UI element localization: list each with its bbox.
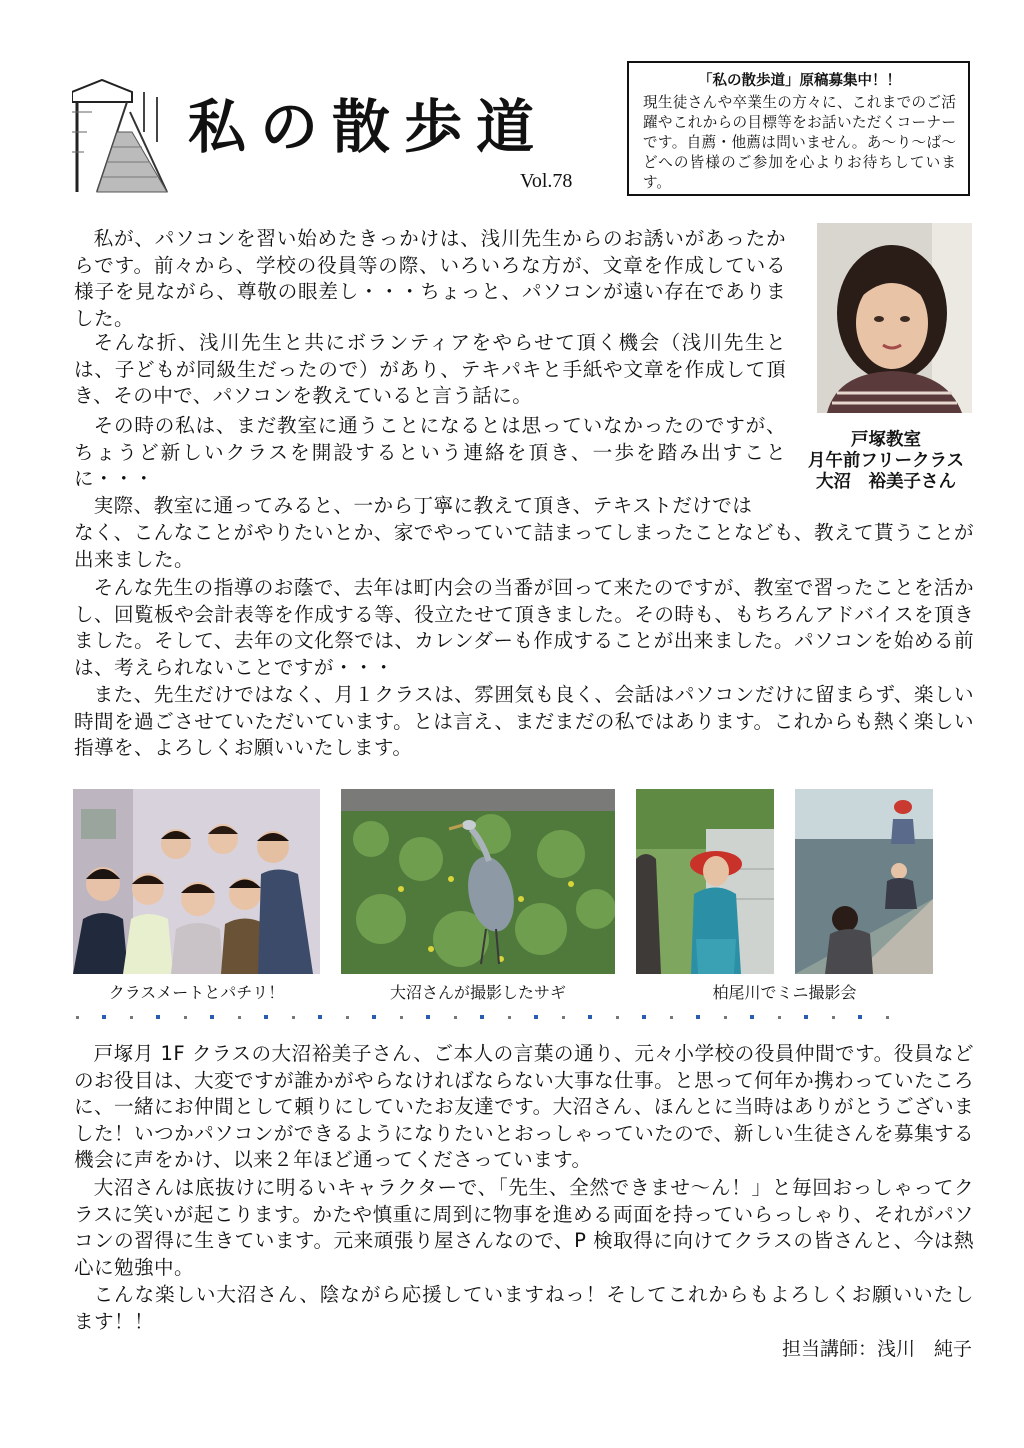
teacher-paragraph-1: 戸塚月 1F クラスの大沼裕美子さん、ご本人の言葉の通り、元々小学校の役員仲間です。役員などのお役目は、大変ですが誰かがやらなければならない大事な仕事。と思って何年か携わっていたころに、一緒にお仲間として頼りにしていたお友達です。大沼さん、ほんとに当時はありがとうございました！いつかパソコンができるようになりたいとおっしゃっていたので、新しい生徒さんを募集する機会に声をかけ、以来２年ほど通ってくださっています。: [74, 1042, 974, 1172]
profile-school: 戸塚教室: [851, 430, 921, 450]
bridge-illustration: [72, 72, 172, 197]
photo-caption-3: 柏尾川でミニ撮影会: [712, 983, 857, 1002]
riverside-photo-left: [636, 789, 774, 974]
volume-number: Vol.78: [520, 170, 573, 192]
essay-paragraph-6: また、先生だけではなく、月１クラスは、雰囲気も良く、会話はパソコンだけに留まらず、楽しい時間を過ごさせていただいています。とは言え、まだまだの私ではあります。これからも熱く楽しい指導を、よろしくお願いいたします。: [74, 683, 974, 760]
riverside-photo-right: [795, 789, 933, 974]
profile-caption: [786, 430, 986, 493]
notice-body: 現生徒さんや卒業生の方々に、これまでのご活躍やこれからの目標等をお話いただくコーナーです。自薦・他薦は問いません。あ～り～ば～どへの皆様のご参加を心よりお待ちしています。: [643, 94, 956, 191]
dotted-divider: [70, 1010, 950, 1024]
photo-caption-1: クラスメートとパチリ！: [108, 983, 285, 1002]
teacher-paragraph-3: こんな楽しい大沼さん、陰ながら応援していますねっ！そしてこれからもよろしくお願いいたします！！: [74, 1283, 974, 1333]
essay-paragraph-3: その時の私は、まだ教室に通うことになるとは思っていなかったのですが、ちょうど新しいクラスを開設するという連絡を頂き、一歩を踏み出すことに・・・: [74, 414, 786, 491]
essay-paragraph-4-rest: なく、こんなことがやりたいとか、家でやっていて詰まってしまったことなども、教えて貰うことが出来ました。: [74, 521, 974, 571]
teacher-signature: 担当講師：浅川 純子: [781, 1338, 972, 1360]
portrait-photo: [817, 223, 972, 413]
profile-class: 月午前フリークラス: [807, 451, 965, 471]
teacher-paragraph-2: 大沼さんは底抜けに明るいキャラクターで、「先生、全然できませ～ん！」と毎回おっしゃってクラスに笑いが起こります。かたや慎重に周到に物事を進める両面を持っていらっしゃり、それがパソコンの習得に生きています。元来頑張り屋さんなので、P 検取得に向けてクラスの皆さんと、今は熱心に勉強中。: [74, 1176, 974, 1279]
heron-photo: [341, 789, 615, 974]
classmates-photo: [73, 789, 320, 974]
submission-notice: [627, 61, 970, 196]
essay-paragraph-4-start: 実際、教室に通ってみると、一から丁寧に教えて頂き、テキストだけでは: [93, 494, 753, 517]
essay-paragraph-5: そんな先生の指導のお蔭で、去年は町内会の当番が回って来たのですが、教室で習ったことを活かし、回覧板や会計表等を作成する等、役立たせて頂きました。その時も、もちろんアドバイスを頂きました。そして、去年の文化祭では、カレンダーも作成することが出来ました。パソコンを始める前は、考えられないことですが・・・: [74, 576, 974, 679]
essay-paragraph-2: そんな折、浅川先生と共にボランティアをやらせて頂く機会（浅川先生とは、子どもが同級生だったので）があり、テキパキと手紙や文章を作成して頂き、その中で、パソコンを教えていると言う話に。: [74, 331, 786, 408]
profile-name: 大沼 裕美子さん: [816, 472, 956, 492]
notice-title: 「私の散歩道」原稿募集中！！: [698, 73, 901, 89]
essay-paragraph-1: 私が、パソコンを習い始めたきっかけは、浅川先生からのお誘いがあったからです。前々から、学校の役員等の際、いろいろな方が、文章を作成している様子を見ながら、尊敬の眼差し・・・ちょっと、パソコンが遠い存在でありました。: [74, 227, 786, 330]
column-title: 私の散歩道: [188, 93, 549, 161]
photo-caption-2: 大沼さんが撮影したサギ: [389, 983, 566, 1002]
